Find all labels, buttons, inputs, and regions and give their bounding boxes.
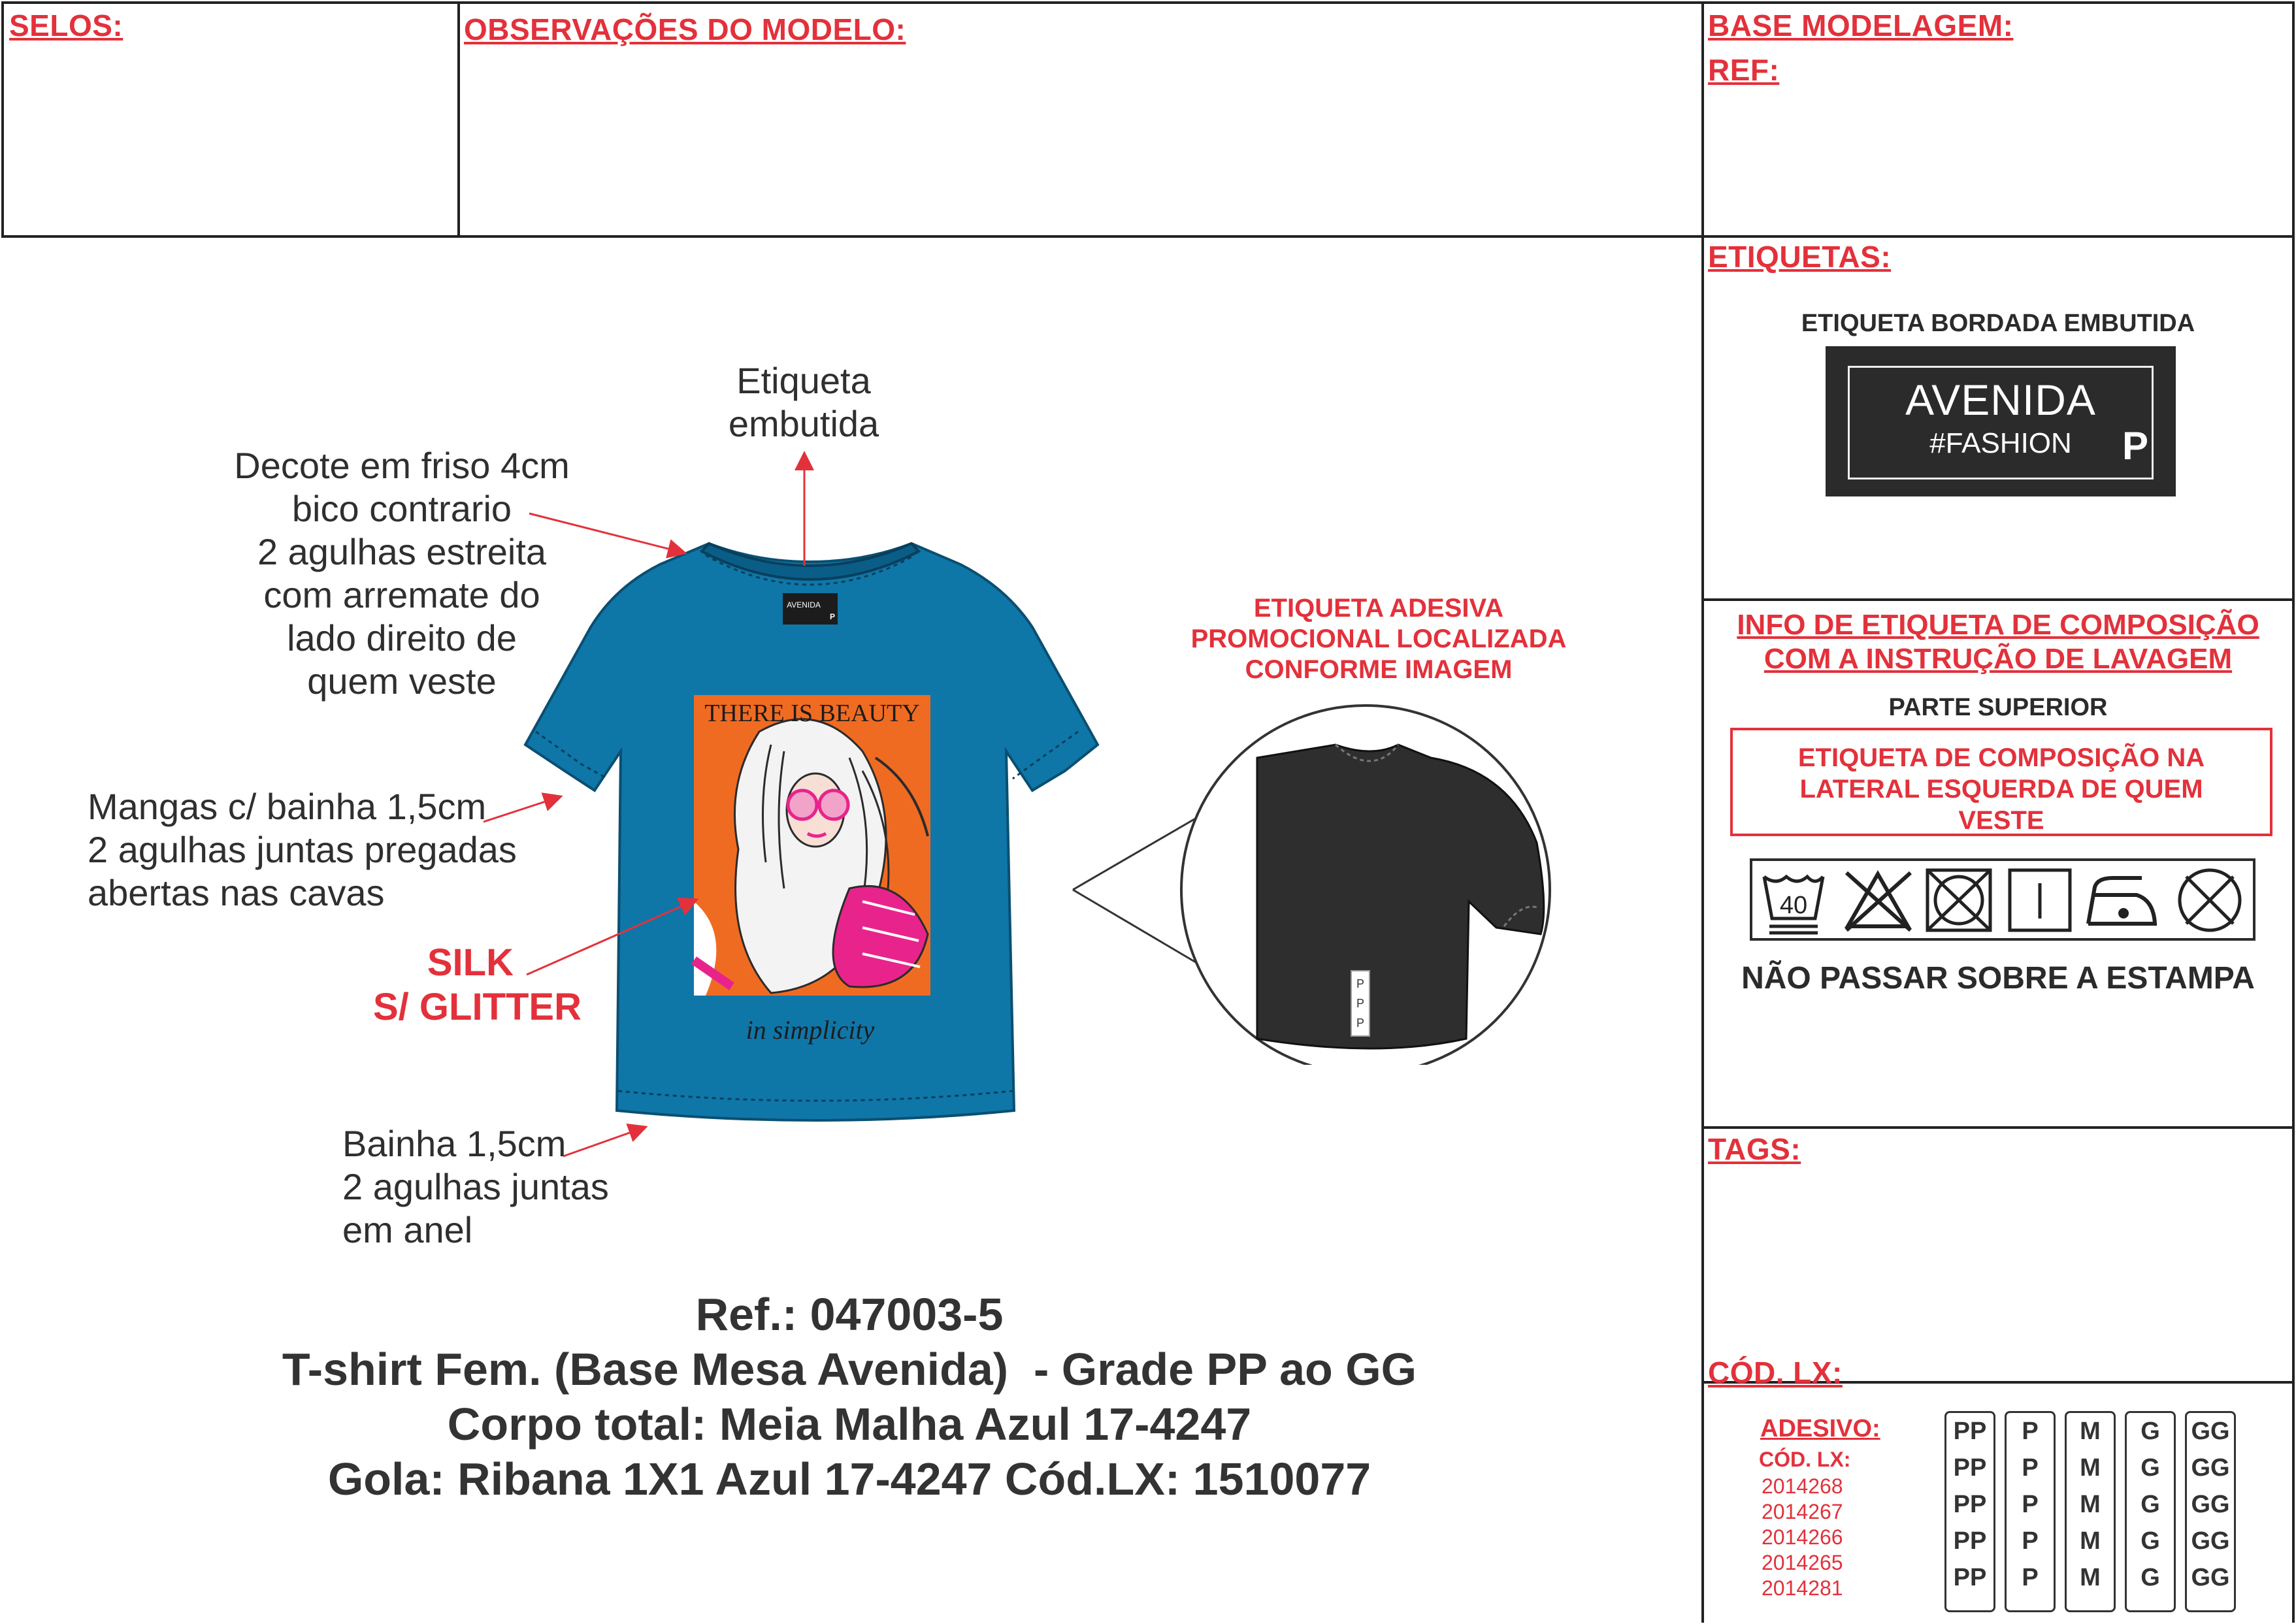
adesivo-code: 2014281 [1762, 1576, 1843, 1600]
size-sticker-p: P P P P P [2005, 1411, 2056, 1612]
embroidered-brand-sub: #FASHION [1929, 427, 2072, 459]
note-bainha: Bainha 1,5cm 2 agulhas juntas em anel [342, 1123, 609, 1250]
embroidered-brand: AVENIDA [1905, 376, 2096, 424]
adesivo-code: 2014265 [1762, 1551, 1843, 1574]
note-silk: SILK S/ GLITTER [373, 941, 582, 1028]
print-script: in simplicity [746, 1015, 875, 1045]
observacoes-label: OBSERVAÇÕES DO MODELO: [464, 12, 906, 46]
cod-lx-label: CÓD. LX: [1708, 1356, 1843, 1389]
adesivo-code: 2014266 [1762, 1525, 1843, 1549]
note-decote: Decote em friso 4cm bico contrario 2 agulhas estreita com arremate do lado direito de quem veste [234, 445, 570, 702]
sticker-letter: P [1356, 977, 1365, 990]
size-sticker-gg: GG GG GG GG GG [2185, 1411, 2236, 1612]
adesivo-code: 2014267 [1762, 1500, 1843, 1523]
embroidered-size: P [2122, 424, 2149, 468]
spec-line-3: Gola: Ribana 1X1 Azul 17-4247 Cód.LX: 1510077 [327, 1453, 1371, 1504]
spec-block [65, 1287, 1633, 1506]
composicao-box-line-1: ETIQUETA DE COMPOSIÇÃO NA [1797, 743, 2205, 772]
note-etiqueta: Etiqueta embutida [728, 360, 879, 444]
selos-label: SELOS: [9, 8, 123, 42]
adesivo-label: ADESIVO: [1760, 1415, 1880, 1442]
composicao-title-2: COM A INSTRUÇÃO DE LAVAGEM [1763, 643, 2233, 675]
ref-label: REF: [1708, 53, 1780, 87]
adesivo-code: 2014268 [1762, 1474, 1843, 1498]
size-sticker-pp: PP PP PP PP PP [1944, 1411, 1995, 1612]
sticker-letter: P [1356, 997, 1365, 1010]
neck-label-size: P [830, 612, 836, 621]
size-sticker-m: M M M M M [2065, 1411, 2116, 1612]
composicao-title-1: INFO DE ETIQUETA DE COMPOSIÇÃO [1737, 609, 2259, 641]
sticker-letter: P [1356, 1016, 1365, 1030]
composicao-box-line-3: VESTE [1958, 806, 2044, 835]
note-adesiva: ETIQUETA ADESIVA PROMOCIONAL LOCALIZADA CONFORME IMAGEM [1190, 594, 1567, 684]
note-mangas: Mangas c/ bainha 1,5cm 2 agulhas juntas pregadas abertas nas cavas [88, 786, 517, 913]
print-headline: THERE IS BEAUTY [704, 700, 920, 727]
composicao-box-line-2: LATERAL ESQUERDA DE QUEM [1799, 775, 2203, 804]
neck-label-text: AVENIDA [787, 600, 821, 609]
care-warning: NÃO PASSAR SOBRE A ESTAMPA [1741, 961, 2255, 996]
etiquetas-label: ETIQUETAS: [1708, 240, 1892, 274]
parte-superior: PARTE SUPERIOR [1888, 694, 2108, 721]
tags-label: TAGS: [1708, 1132, 1801, 1166]
spec-line-1: T-shirt Fem. (Base Mesa Avenida) - Grade PP ao GG [282, 1344, 1417, 1395]
wash-temp-text: 40 [1779, 892, 1808, 919]
embroidered-label-title: ETIQUETA BORDADA EMBUTIDA [1801, 310, 2195, 337]
spec-line-2: Corpo total: Meia Malha Azul 17-4247 [447, 1399, 1252, 1450]
adesivo-cod-label: CÓD. LX: [1759, 1448, 1851, 1471]
spec-ref: Ref.: 047003-5 [695, 1289, 1004, 1340]
size-sticker-g: G G G G G [2125, 1411, 2176, 1612]
base-modelagem-label: BASE MODELAGEM: [1708, 8, 2014, 42]
